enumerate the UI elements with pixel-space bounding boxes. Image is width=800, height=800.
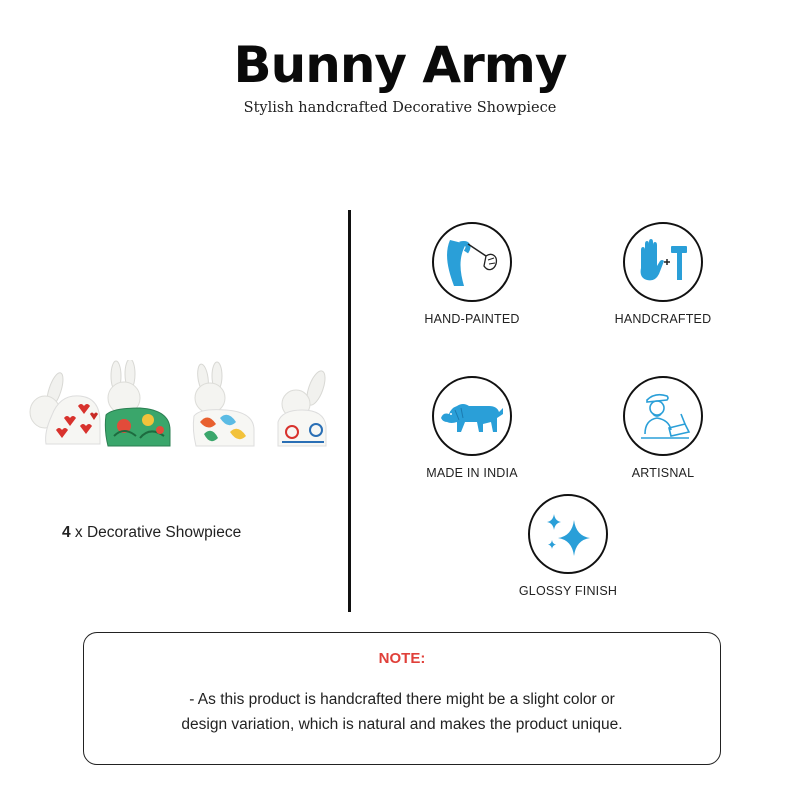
note-body bbox=[84, 687, 720, 737]
note-line: - As this product is handcrafted there might be a slight color or bbox=[189, 691, 615, 708]
feature-circle bbox=[528, 494, 608, 574]
feature-label: HAND-PAINTED bbox=[424, 312, 520, 326]
feature-circle bbox=[623, 376, 703, 456]
feature-hand-painted bbox=[392, 222, 552, 326]
bunny-figurine-petals bbox=[193, 362, 254, 446]
lion-icon bbox=[439, 396, 505, 436]
feature-artisnal bbox=[583, 376, 743, 480]
bunny-figurine-back bbox=[278, 369, 329, 446]
feature-circle bbox=[432, 376, 512, 456]
quantity-text bbox=[62, 524, 241, 542]
bunny-figurine-green bbox=[105, 360, 170, 446]
feature-circle bbox=[623, 222, 703, 302]
hand-hammer-icon bbox=[633, 232, 693, 292]
artisan-icon bbox=[631, 384, 695, 448]
page-title: Bunny Army bbox=[233, 36, 567, 94]
feature-label: HANDCRAFTED bbox=[614, 312, 712, 326]
note-title: NOTE: bbox=[378, 650, 426, 667]
product-image bbox=[20, 360, 340, 460]
feature-label: GLOSSY FINISH bbox=[518, 584, 618, 598]
feature-handcrafted bbox=[583, 222, 743, 326]
sparkle-icon bbox=[540, 506, 596, 562]
vertical-divider bbox=[348, 210, 351, 612]
feature-circle bbox=[432, 222, 512, 302]
quantity-count: 4 bbox=[62, 524, 71, 541]
paintbrush-icon bbox=[440, 230, 504, 294]
feature-glossy-finish bbox=[488, 494, 648, 598]
feature-label: ARTISNAL bbox=[631, 466, 695, 480]
note-line: design variation, which is natural and makes the product unique. bbox=[181, 716, 623, 733]
feature-made-in-india bbox=[392, 376, 552, 480]
page-subtitle: Stylish handcrafted Decorative Showpiece bbox=[243, 100, 557, 116]
feature-label: MADE IN INDIA bbox=[426, 466, 518, 480]
note-box bbox=[83, 632, 721, 765]
quantity-description: x Decorative Showpiece bbox=[70, 524, 242, 541]
bunny-figurine-hearts bbox=[30, 371, 100, 444]
